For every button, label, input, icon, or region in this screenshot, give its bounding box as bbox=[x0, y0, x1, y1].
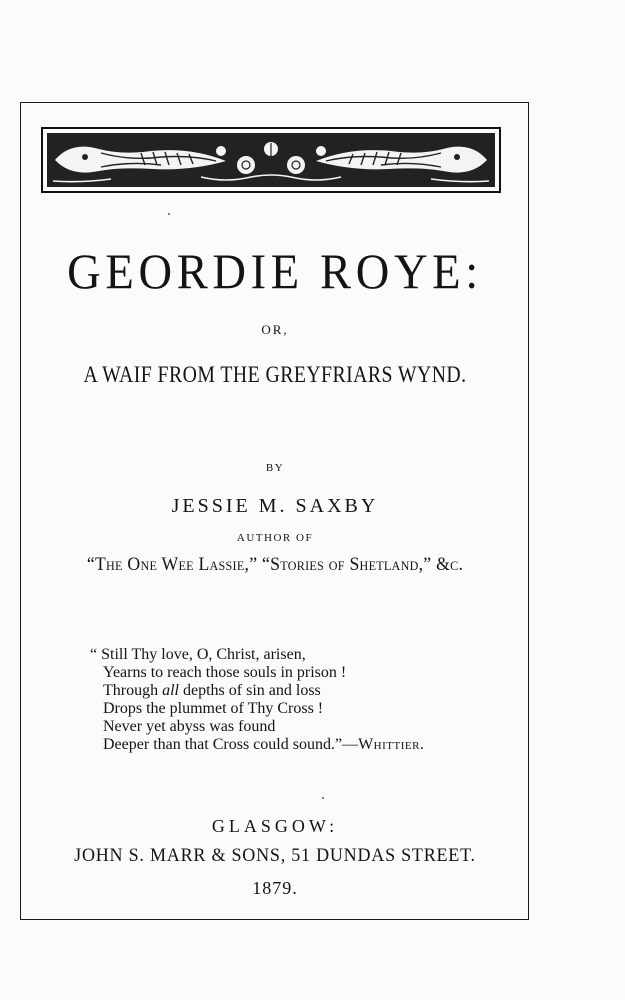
other-works-list: “The One Wee Lassie,” “Stories of Shetland,” &c. bbox=[86, 554, 464, 575]
epigraph-line: Yearns to reach those souls in prison ! bbox=[103, 664, 347, 681]
book-title: GEORDIE ROYE: bbox=[67, 243, 483, 299]
paper-speck bbox=[322, 797, 324, 799]
imprint-year: 1879. bbox=[252, 878, 298, 898]
epigraph-line: Never yet abyss was found bbox=[103, 718, 276, 735]
by-label: BY bbox=[265, 462, 285, 474]
decorative-headpiece bbox=[41, 127, 501, 193]
book-subtitle: A WAIF FROM THE GREYFRIARS WYND. bbox=[83, 362, 467, 387]
epigraph-attribution: Whittier. bbox=[358, 736, 425, 753]
paper-speck bbox=[168, 213, 170, 215]
epigraph-italic-word: all bbox=[162, 682, 179, 699]
author-of-label: AUTHOR OF bbox=[236, 532, 314, 544]
epigraph-line: “ Still Thy love, O, Christ, arisen, bbox=[90, 646, 306, 663]
epigraph-line: Deeper than that Cross could sound.”—Whittier. bbox=[103, 736, 425, 753]
imprint-publisher: JOHN S. MARR & SONS, 51 DUNDAS STREET. bbox=[74, 845, 476, 866]
epigraph-line: Through all depths of sin and loss bbox=[103, 682, 321, 699]
or-connector: OR, bbox=[261, 322, 289, 337]
epigraph bbox=[90, 646, 424, 754]
epigraph-line: Drops the plummet of Thy Cross ! bbox=[103, 700, 324, 717]
imprint-place: GLASGOW: bbox=[211, 816, 339, 836]
author-name: JESSIE M. SAXBY bbox=[171, 495, 379, 517]
